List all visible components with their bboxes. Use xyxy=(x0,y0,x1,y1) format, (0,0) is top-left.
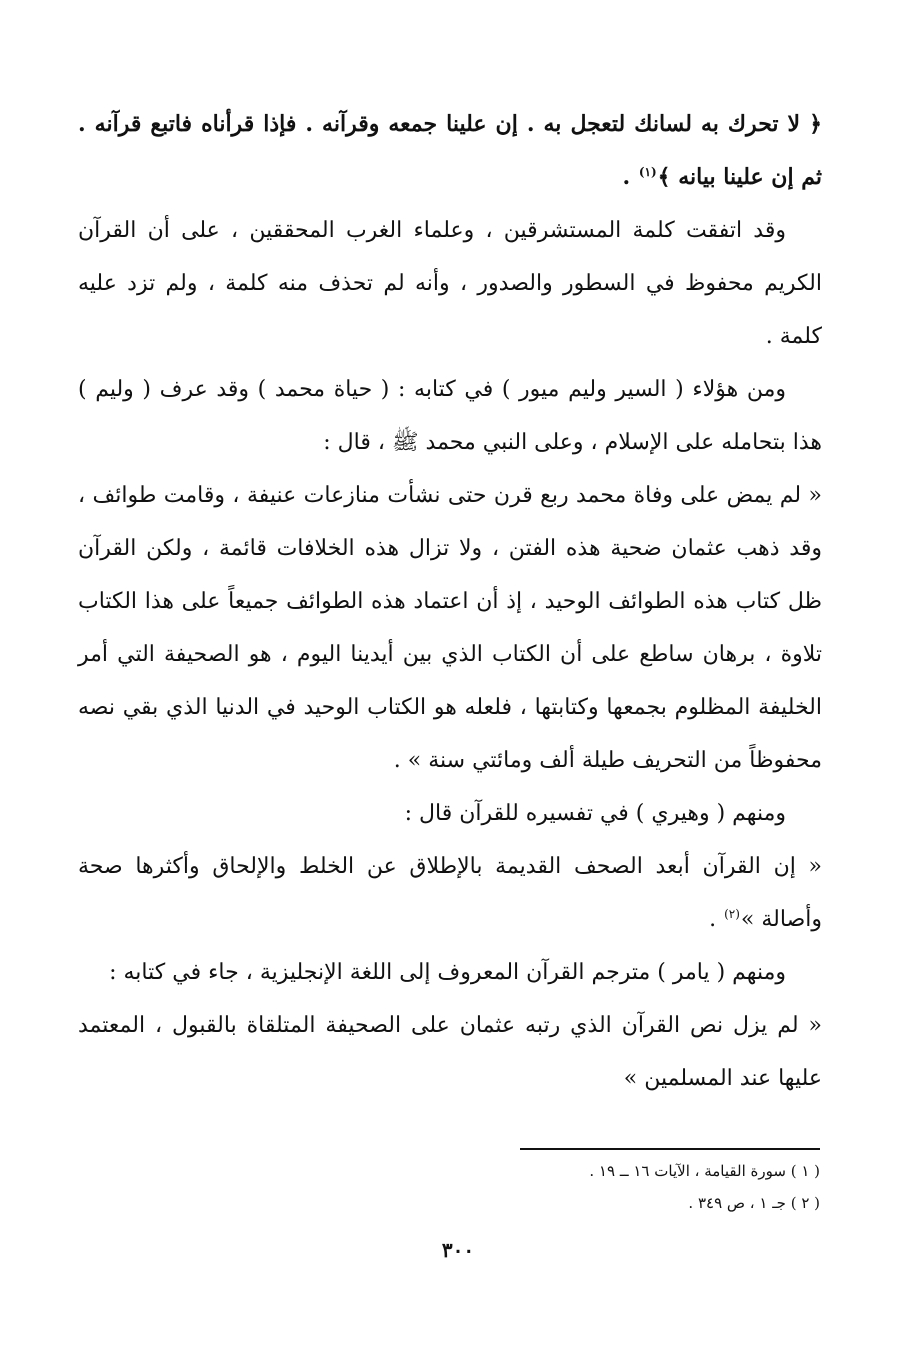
page-body xyxy=(78,98,822,1105)
orientalists-paragraph: وقد اتفقت كلمة المستشرقين ، وعلماء الغرب المحققين ، على أن القرآن الكريم محفوظ في السطور والصدور ، وأنه لم تحذف منه كلمة ، ولم تزد عليه كلمة . xyxy=(78,218,822,349)
wherry-intro-paragraph: ومنهم ( وهيري ) في تفسيره للقرآن قال : xyxy=(404,801,786,826)
wherry-quote-paragraph xyxy=(78,840,822,946)
palmer-intro-paragraph: ومنهم ( يامر ) مترجم القرآن المعروف إلى اللغة الإنجليزية ، جاء في كتابه : xyxy=(109,960,786,985)
page-number: ٣٠٠ xyxy=(441,1238,475,1262)
footnotes xyxy=(320,1155,820,1219)
muir-quote-paragraph: « لم يمض على وفاة محمد ربع قرن حتى نشأت منازعات عنيفة ، وقامت طوائف ، وقد ذهب عثمان ضحية هذه الفتن ، ولا تزال هذه الخلافات قائمة ، ولكن القرآن ظل كتاب هذه الطوائف الوحيد ، إذ أن اعتماد هذه الطوائف جميعاً على هذا الكتاب تلاوة ، برهان ساطع على أن الكتاب الذي بين أيدينا اليوم ، هو الصحيفة التي أمر الخليفة المظلوم بجمعها وكتابتها ، فلعله هو الكتاب الوحيد في الدنيا الذي بقي نصه محفوظاً من التحريف طيلة ألف ومائتي سنة » . xyxy=(78,483,822,773)
footnote-ref-1: (١) xyxy=(638,164,657,179)
palmer-quote-paragraph: « لم يزل نص القرآن الذي رتبه عثمان على الصحيفة المتلقاة بالقبول ، المعتمد عليها عند المسلمين » xyxy=(78,1013,822,1091)
footnote-ref-2: (٢) xyxy=(724,906,740,921)
wherry-quote-text: « إن القرآن أبعد الصحف القديمة بالإطلاق عن الخلط والإلحاق وأكثرها صحة وأصالة » xyxy=(78,854,822,932)
muir-intro-paragraph: ومن هؤلاء ( السير وليم ميور ) في كتابه : ( حياة محمد ) وقد عرف ( وليم ) هذا بتحامله على الإسلام ، وعلى النبي محمد ﷺ ، قال : xyxy=(78,377,822,455)
footnote-2: ( ٢ ) جـ ١ ، ص ٣٤٩ . xyxy=(688,1194,820,1212)
quran-verse-paragraph xyxy=(78,98,822,204)
footnote-divider xyxy=(520,1148,820,1150)
quran-verse-text: ﴿ لا تحرك به لسانك لتعجل به . إن علينا جمعه وقرآنه . فإذا قرأناه فاتبع قرآنه . ثم إن علينا بيانه ﴾ xyxy=(78,111,822,190)
footnote-1: ( ١ ) سورة القيامة ، الآيات ١٦ ــ ١٩ . xyxy=(589,1162,820,1180)
wherry-quote-tail: . xyxy=(709,907,724,932)
quran-verse-tail: . xyxy=(622,164,638,190)
